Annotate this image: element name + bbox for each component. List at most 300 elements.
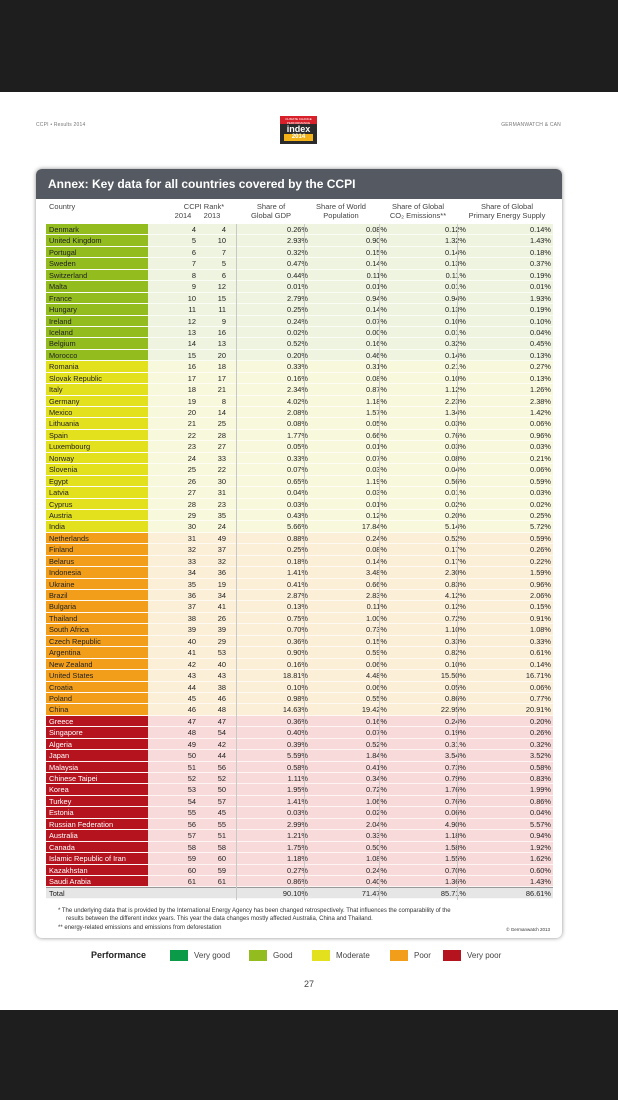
country-name: Lithuania: [46, 418, 148, 428]
country-name: Iceland: [46, 327, 148, 337]
gdp-share: 0.25%: [287, 305, 308, 315]
rank-2014: 10: [187, 293, 196, 303]
energy-share: 0.04%: [530, 327, 551, 337]
gdp-share: 0.04%: [287, 488, 308, 498]
co2-share: 0.76%: [445, 796, 466, 806]
population-share: 0.87%: [366, 385, 387, 395]
energy-share: 0.06%: [530, 419, 551, 429]
energy-share: 1.43%: [530, 236, 551, 246]
rank-2013: 27: [217, 442, 226, 452]
table-row: [46, 567, 553, 578]
energy-share: 0.59%: [530, 476, 551, 486]
table-row: [46, 293, 553, 304]
rank-2014: 55: [187, 808, 196, 818]
population-share: 0.03%: [366, 488, 387, 498]
gdp-share: 0.03%: [287, 499, 308, 509]
rank-2013: 56: [217, 762, 226, 772]
document-page: [0, 92, 618, 1010]
population-share: 17.84%: [361, 522, 387, 532]
col-co2-line1: Share of Global: [391, 202, 445, 211]
population-share: 1.00%: [366, 613, 387, 623]
gdp-share: 1.11%: [287, 774, 308, 783]
rank-2014: 52: [187, 774, 196, 783]
population-share: 0.02%: [366, 808, 387, 818]
gdp-share: 0.36%: [287, 636, 308, 646]
rank-2014: 35: [187, 579, 196, 589]
table-row: [46, 659, 553, 670]
co2-share: 0.86%: [445, 693, 466, 703]
table-row: [46, 693, 553, 704]
gdp-share: 2.99%: [287, 819, 308, 829]
rank-2013: 32: [217, 556, 226, 566]
col-energy-line1: Share of Global: [480, 202, 534, 211]
population-share: 0.31%: [366, 362, 387, 372]
rank-2014: 33: [187, 556, 196, 566]
population-share: 0.00%: [366, 327, 387, 337]
co2-share: 0.21%: [445, 362, 466, 372]
rank-2014: 50: [187, 751, 196, 761]
gdp-share: 2.34%: [287, 385, 308, 395]
gdp-share: 0.10%: [287, 682, 308, 692]
gdp-share: 0.07%: [287, 465, 308, 475]
rank-2014: 23: [187, 442, 196, 452]
country-name: Cyprus: [46, 499, 148, 509]
energy-share: 86.61%: [525, 889, 551, 899]
country-name: Greece: [46, 716, 148, 726]
rank-2014: 29: [187, 510, 196, 520]
co2-share: 0.82%: [445, 648, 466, 658]
rank-2013: 46: [217, 693, 226, 703]
co2-share: 0.10%: [445, 373, 466, 383]
rank-2013: 40: [217, 659, 226, 669]
rank-2014: 59: [187, 854, 196, 864]
col-country: Country: [49, 202, 76, 211]
running-header-right: GERMANWATCH & CAN: [501, 122, 561, 128]
table-row: [46, 682, 553, 693]
rank-2013: 52: [217, 774, 226, 783]
country-name: Ukraine: [46, 579, 148, 589]
country-name: Romania: [46, 361, 148, 371]
population-share: 3.48%: [366, 568, 387, 578]
table-row: [46, 430, 553, 441]
population-share: 0.72%: [366, 785, 387, 795]
rank-2013: 42: [217, 739, 226, 749]
col-gdp-line1: Share of: [256, 202, 286, 211]
population-share: 0.08%: [366, 225, 387, 234]
rank-2013: 54: [217, 728, 226, 738]
energy-share: 0.22%: [530, 556, 551, 566]
country-name: Austria: [46, 510, 148, 520]
rank-2013: 19: [217, 579, 226, 589]
gdp-share: 0.52%: [287, 339, 308, 349]
country-name: Portugal: [46, 247, 148, 257]
country-name: Australia: [46, 830, 148, 840]
rank-2014: 58: [187, 842, 196, 852]
co2-share: 0.10%: [445, 316, 466, 326]
energy-share: 0.03%: [530, 488, 551, 498]
country-name: China: [46, 704, 148, 714]
gdp-share: 0.43%: [287, 510, 308, 520]
country-name: Slovak Republic: [46, 373, 148, 383]
rank-2013: 59: [217, 865, 226, 875]
country-name: Italy: [46, 384, 148, 394]
country-name: Japan: [46, 750, 148, 760]
rank-2013: 29: [217, 636, 226, 646]
country-name: Chinese Taipei: [46, 773, 148, 783]
rank-2014: 32: [187, 545, 196, 555]
energy-share: 1.93%: [530, 293, 551, 303]
rank-2014: 61: [187, 876, 196, 886]
co2-share: 2.30%: [445, 568, 466, 578]
table-row: [46, 407, 553, 418]
gdp-share: 2.93%: [287, 236, 308, 246]
legend-swatch: [443, 950, 461, 961]
rank-2013: 49: [217, 533, 226, 543]
country-name: Malaysia: [46, 762, 148, 772]
energy-share: 1.43%: [530, 876, 551, 886]
energy-share: 0.13%: [530, 350, 551, 360]
gdp-share: 5.59%: [287, 751, 308, 761]
energy-share: 0.60%: [530, 865, 551, 875]
co2-share: 1.58%: [445, 842, 466, 852]
country-name: Slovenia: [46, 464, 148, 474]
population-share: 0.14%: [366, 556, 387, 566]
legend-swatch: [249, 950, 267, 961]
gdp-share: 0.75%: [287, 613, 308, 623]
rank-2013: 14: [217, 408, 226, 417]
population-share: 0.03%: [366, 465, 387, 475]
country-name: Kazakhstan: [46, 865, 148, 875]
co2-share: 0.03%: [445, 442, 466, 452]
table-row: [46, 499, 553, 510]
country-name: Russian Federation: [46, 819, 148, 829]
gdp-share: 0.27%: [287, 865, 308, 875]
footnote-1-line-a: * The underlying data that is provided by the International Energy Agency has been changed retrospectively. That influences the comparability of the: [58, 908, 451, 914]
table-row: [46, 476, 553, 487]
co2-share: 0.03%: [445, 419, 466, 429]
rank-2014: 11: [188, 305, 196, 315]
gdp-share: 0.44%: [287, 270, 308, 280]
population-share: 1.57%: [366, 408, 387, 417]
rank-2013: 7: [221, 247, 226, 257]
energy-share: 0.91%: [530, 613, 551, 623]
country-name: United Kingdom: [46, 235, 148, 245]
energy-share: 20.91%: [525, 705, 551, 715]
energy-share: 0.33%: [530, 636, 551, 646]
gdp-share: 0.70%: [287, 625, 308, 635]
rank-2014: 20: [187, 408, 196, 417]
country-name: Belgium: [46, 338, 148, 348]
population-share: 0.01%: [366, 282, 387, 292]
table-row: [46, 281, 553, 292]
energy-share: 0.26%: [530, 545, 551, 555]
population-share: 0.59%: [366, 648, 387, 658]
rank-2014: 49: [187, 739, 196, 749]
country-name: Belarus: [46, 556, 148, 566]
co2-share: 0.06%: [445, 808, 466, 818]
population-share: 0.50%: [366, 842, 387, 852]
co2-share: 0.20%: [445, 510, 466, 520]
performance-legend: [0, 949, 618, 965]
rank-2014: 26: [187, 476, 196, 486]
energy-share: 0.15%: [530, 602, 551, 612]
energy-share: 0.37%: [530, 259, 551, 269]
co2-share: 0.02%: [445, 499, 466, 509]
energy-share: 0.25%: [530, 510, 551, 520]
table-row: [46, 510, 553, 521]
co2-share: 0.73%: [445, 762, 466, 772]
rank-2013: 37: [217, 545, 226, 555]
gdp-share: 0.03%: [287, 808, 308, 818]
energy-share: 5.57%: [530, 819, 551, 829]
table-row: [46, 784, 553, 795]
rank-2013: 24: [217, 522, 226, 532]
table-row: [46, 739, 553, 750]
gdp-share: 0.13%: [287, 602, 308, 612]
co2-share: 4.12%: [445, 591, 466, 600]
country-name: United States: [46, 670, 148, 680]
col-gdp-line2: Global GDP: [250, 210, 292, 220]
table-row: [46, 716, 553, 727]
rank-2013: 48: [217, 705, 226, 715]
rank-2014: 48: [187, 728, 196, 738]
gdp-share: 4.02%: [287, 396, 308, 406]
legend-swatch: [390, 950, 408, 961]
rank-2014: 53: [187, 785, 196, 795]
rank-2014: 27: [187, 488, 196, 498]
population-share: 0.24%: [366, 865, 387, 875]
energy-share: 0.94%: [530, 831, 551, 841]
gdp-share: 0.86%: [287, 876, 308, 886]
legend-label: Good: [273, 951, 293, 960]
rank-2013: 47: [217, 716, 226, 726]
rank-2014: 31: [187, 533, 196, 543]
rank-2014: 12: [187, 316, 196, 326]
energy-share: 1.92%: [530, 842, 551, 852]
gdp-share: 2.79%: [287, 293, 308, 303]
rank-2014: 15: [187, 350, 196, 360]
energy-share: 0.18%: [530, 247, 551, 257]
energy-share: 1.42%: [530, 408, 551, 417]
gdp-share: 1.18%: [287, 854, 308, 864]
country-name: Algeria: [46, 739, 148, 749]
rank-2013: 28: [217, 430, 226, 440]
co2-share: 15.50%: [440, 671, 466, 681]
country-name: South Africa: [46, 624, 148, 634]
co2-share: 0.32%: [445, 339, 466, 349]
table-row: [46, 796, 553, 807]
gdp-share: 0.98%: [287, 693, 308, 703]
gdp-share: 0.40%: [287, 728, 308, 738]
population-share: 0.90%: [366, 236, 387, 246]
logo-word: index: [286, 124, 311, 134]
rank-2014: 43: [187, 671, 196, 681]
column-divider: [304, 224, 305, 900]
country-name: Luxembourg: [46, 441, 148, 451]
rank-2014: 16: [187, 362, 196, 372]
legend-label: Moderate: [336, 951, 370, 960]
gdp-share: 0.58%: [287, 762, 308, 772]
co2-share: 5.14%: [445, 522, 466, 532]
footnote-2: ** energy-related emissions and emissions from deforestation: [58, 925, 222, 931]
population-share: 0.06%: [366, 659, 387, 669]
population-share: 2.83%: [366, 591, 387, 600]
country-name: Finland: [46, 544, 148, 554]
co2-share: 0.72%: [445, 613, 466, 623]
rank-2013: 12: [217, 282, 226, 292]
rank-2013: 39: [217, 625, 226, 635]
country-name: Saudi Arabia: [46, 876, 148, 886]
table-row: [46, 464, 553, 475]
table-row: [46, 750, 553, 761]
rank-2013: 18: [217, 362, 226, 372]
table-row: [46, 590, 553, 601]
legend-swatch: [170, 950, 188, 961]
gdp-share: 90.10%: [282, 889, 308, 899]
gdp-share: 0.90%: [287, 648, 308, 658]
running-header-left: CCPI • Results 2014: [36, 122, 86, 128]
population-share: 0.07%: [366, 316, 387, 326]
country-name: Germany: [46, 396, 148, 406]
energy-share: 0.45%: [530, 339, 551, 349]
table-row: [46, 396, 553, 407]
population-share: 1.18%: [366, 396, 387, 406]
co2-share: 0.13%: [445, 305, 466, 315]
rank-2013: 6: [221, 270, 226, 280]
rank-2013: 35: [217, 510, 226, 520]
energy-share: 1.99%: [530, 785, 551, 795]
rank-2013: 8: [221, 396, 226, 406]
table-row: [46, 865, 553, 876]
rank-2013: 23: [217, 499, 226, 509]
gdp-share: 0.16%: [287, 659, 308, 669]
population-share: 0.11%: [366, 602, 387, 612]
rank-2014: 8: [191, 270, 196, 280]
table-row: [46, 762, 553, 773]
gdp-share: 0.47%: [287, 259, 308, 269]
gdp-share: 0.05%: [287, 442, 308, 452]
energy-share: 1.08%: [530, 625, 551, 635]
rank-2014: 60: [187, 865, 196, 875]
co2-share: 0.94%: [445, 293, 466, 303]
table-row: [46, 258, 553, 269]
country-name: Indonesia: [46, 567, 148, 577]
population-share: 19.42%: [361, 705, 387, 715]
country-name: Norway: [46, 453, 148, 463]
table-row: [46, 773, 553, 784]
rank-2014: 56: [187, 819, 196, 829]
rank-2013: 58: [217, 842, 226, 852]
country-name: Switzerland: [46, 270, 148, 280]
population-share: 0.15%: [366, 636, 387, 646]
energy-share: 0.77%: [530, 693, 551, 703]
energy-share: 0.13%: [530, 373, 551, 383]
population-share: 71.47%: [361, 889, 387, 899]
table-row: [46, 853, 553, 864]
co2-share: 4.90%: [445, 819, 466, 829]
gdp-share: 0.39%: [287, 739, 308, 749]
co2-share: 0.31%: [445, 739, 466, 749]
table-total-row: [46, 887, 553, 898]
gdp-share: 0.65%: [287, 476, 308, 486]
gdp-share: 1.41%: [287, 796, 308, 806]
gdp-share: 0.02%: [287, 327, 308, 337]
table-row: [46, 819, 553, 830]
rank-2013: 36: [217, 568, 226, 578]
rank-2013: 15: [217, 293, 226, 303]
table-row: [46, 647, 553, 658]
gdp-share: 0.26%: [287, 225, 308, 234]
country-name: Netherlands: [46, 533, 148, 543]
rank-2014: 28: [187, 499, 196, 509]
country-name: Egypt: [46, 476, 148, 486]
energy-share: 0.96%: [530, 579, 551, 589]
rank-2014: 7: [191, 259, 196, 269]
table-row: [46, 327, 553, 338]
population-share: 0.15%: [366, 247, 387, 257]
co2-share: 0.11%: [445, 270, 466, 280]
co2-share: 0.33%: [445, 636, 466, 646]
rank-2013: 20: [217, 350, 226, 360]
gdp-share: 0.88%: [287, 533, 308, 543]
col-energy-line2: Primary Energy Supply: [468, 210, 546, 220]
co2-share: 0.17%: [445, 556, 466, 566]
rank-2014: 44: [187, 682, 196, 692]
country-name: Malta: [46, 281, 148, 291]
rank-2013: 45: [217, 808, 226, 818]
country-name: Morocco: [46, 350, 148, 360]
rank-2014: 30: [187, 522, 196, 532]
energy-share: 0.96%: [530, 430, 551, 440]
energy-share: 3.52%: [530, 751, 551, 761]
gdp-share: 14.63%: [282, 705, 308, 715]
rank-2013: 57: [217, 796, 226, 806]
co2-share: 0.24%: [445, 716, 466, 726]
ccpi-logo: [280, 116, 317, 144]
rank-2013: 50: [217, 785, 226, 795]
co2-share: 0.76%: [445, 430, 466, 440]
country-name: Croatia: [46, 682, 148, 692]
legend-title: Performance: [91, 950, 147, 960]
rank-2013: 22: [217, 465, 226, 475]
table-row: [46, 418, 553, 429]
energy-share: 2.38%: [530, 396, 551, 406]
rank-2013: 34: [217, 591, 226, 600]
gdp-share: 0.20%: [287, 350, 308, 360]
co2-share: 0.79%: [445, 774, 466, 783]
country-name: Latvia: [46, 487, 148, 497]
country-name: Spain: [46, 430, 148, 440]
co2-share: 0.01%: [445, 327, 466, 337]
co2-share: 0.52%: [445, 533, 466, 543]
country-name: Thailand: [46, 613, 148, 623]
column-divider: [379, 224, 380, 900]
rank-2013: 61: [217, 876, 226, 886]
rank-2014: 9: [191, 282, 196, 292]
country-name: Poland: [46, 693, 148, 703]
gdp-share: 0.18%: [287, 556, 308, 566]
energy-share: 0.83%: [530, 774, 551, 783]
population-share: 0.66%: [366, 579, 387, 589]
rank-2014: 34: [187, 568, 196, 578]
population-share: 0.08%: [366, 545, 387, 555]
energy-share: 0.19%: [530, 270, 551, 280]
gdp-share: 2.08%: [287, 408, 308, 417]
rank-2014: 42: [187, 659, 196, 669]
energy-share: 0.06%: [530, 465, 551, 475]
population-share: 0.24%: [366, 533, 387, 543]
rank-2014: 5: [191, 236, 196, 246]
